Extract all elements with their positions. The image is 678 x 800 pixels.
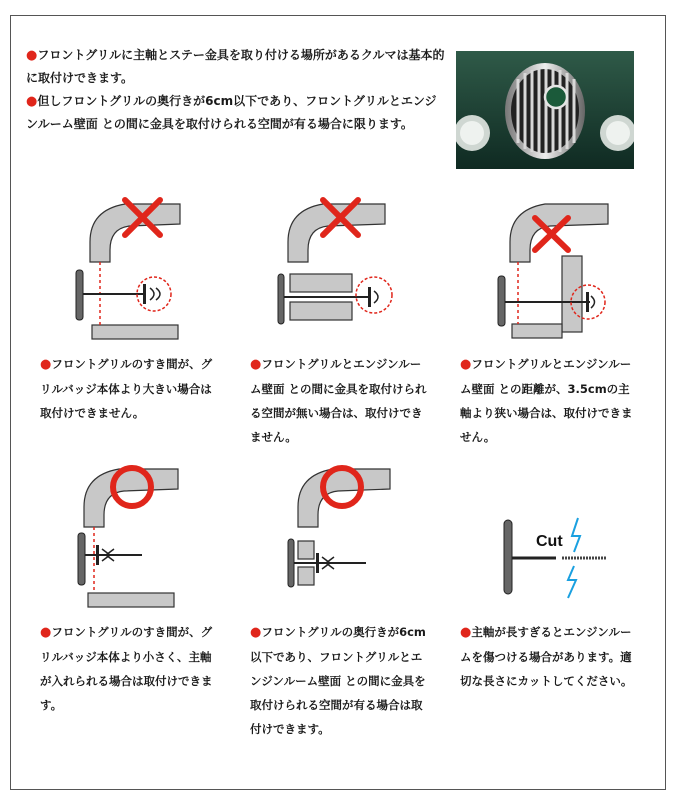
diagram-no-mounting-space: [270, 190, 400, 350]
diagram-mount-ok: [280, 455, 400, 615]
intro-line-2: ●但しフロントグリルの奥行きが6cm以下であり、フロントグリルとエンジンルーム壁面 との間に金具を取付けられる空間が有る場合に限ります。: [26, 94, 437, 131]
caption-no-mounting-space: ●フロントグリルとエンジンルーム壁面 との間に金具を取付けられる空間が無い場合は、取付けできません。: [250, 357, 427, 444]
caption-mount-ok: ●フロントグリルの奥行きが6cm以下であり、フロントグリルとエンジンルーム壁面 との間に金具を取付けられる空間が有る場合は取付けできます。: [250, 625, 426, 736]
bullet: ●: [26, 48, 38, 63]
caption-distance-too-short: ●フロントグリルとエンジンルーム壁面 との距離が、3.5cmの主軸より狭い場合は、取付けできません。: [460, 357, 633, 444]
bullet: ●: [26, 94, 38, 109]
caption-cut-shaft: ●主軸が長すぎるとエンジンルームを傷つける場合があります。適切な長さにカットしてください。: [460, 625, 633, 688]
caption-gap-small-ok: ●フロントグリルのすき間が、グリルバッジ本体より小さく、主軸が入れられる場合は取付けできます。: [40, 625, 213, 712]
diagram-distance-too-short: [490, 190, 620, 350]
diagram-gap-small-ok: [70, 455, 190, 615]
car-grille-photo: [456, 51, 634, 169]
intro-text: [26, 44, 446, 136]
cut-label: Cut: [536, 533, 563, 550]
caption-gap-too-large: ●フロントグリルのすき間が、グリルバッジ本体より大きい場合は取付けできません。: [40, 357, 213, 420]
intro-line-1: ●フロントグリルに主軸とステー金具を取り付ける場所があるクルマは基本的に取付けできます。: [26, 48, 445, 85]
diagram-cut-shaft: [490, 510, 620, 610]
diagram-gap-too-large: [70, 190, 190, 350]
